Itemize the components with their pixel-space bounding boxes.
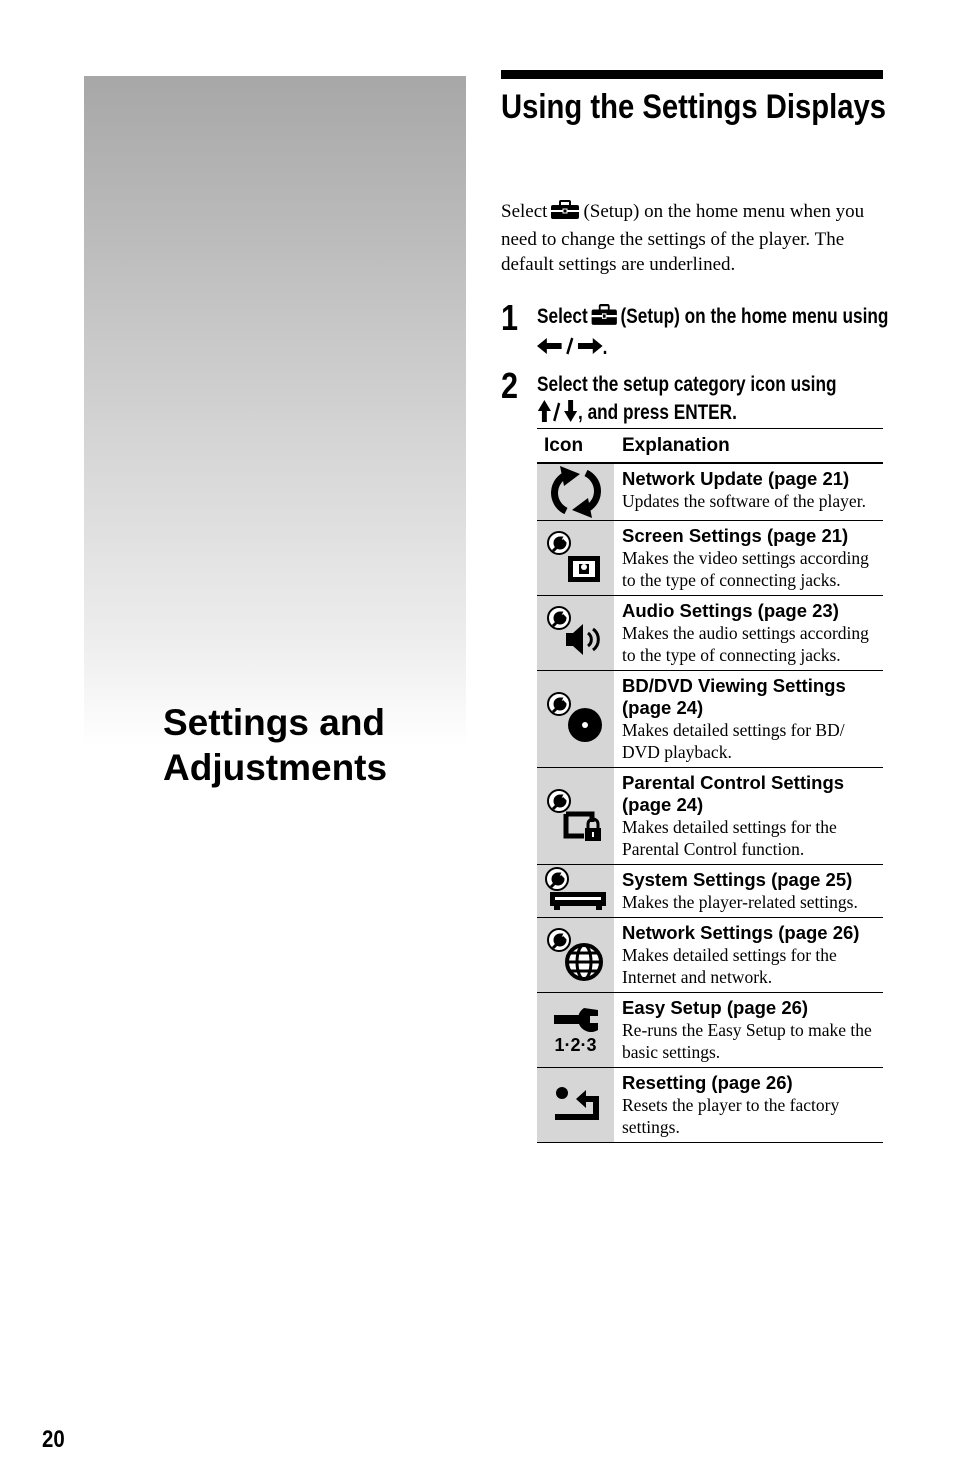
- section-title: Settings and Adjustments: [163, 702, 388, 788]
- row-explanation: [614, 671, 883, 767]
- row-description: Makes the player-related settings.: [622, 892, 858, 912]
- easy-setup-icon: [537, 993, 614, 1067]
- column-header-icon: Icon: [544, 434, 584, 456]
- row-description: Re-runs the Easy Setup to make the basic settings.: [622, 1020, 872, 1062]
- network-update-icon: [537, 464, 614, 520]
- step-1-before: Select: [537, 305, 588, 328]
- toolbox-icon: [550, 200, 580, 227]
- page-title: [501, 86, 887, 128]
- row-description: Makes detailed settings for BD/ DVD playback.: [622, 720, 845, 762]
- up-down-arrows-icon: [537, 400, 578, 430]
- row-description: Makes detailed settings for the Internet and network.: [622, 945, 837, 987]
- row-title: BD/DVD Viewing Settings (page 24): [622, 675, 846, 718]
- resetting-icon: [537, 1068, 614, 1142]
- step-1-mid: (Setup) on the home menu using: [620, 305, 889, 328]
- column-header-explanation: Explanation: [622, 434, 730, 456]
- row-description: Updates the software of the player.: [622, 491, 866, 511]
- screen-settings-icon: [537, 521, 614, 595]
- row-explanation: [614, 865, 883, 917]
- intro-before: Select: [501, 201, 548, 222]
- table-row: [537, 671, 883, 768]
- row-description: Makes detailed settings for the Parental Control function.: [622, 817, 837, 859]
- bd-dvd-settings-icon: [537, 671, 614, 767]
- toolbox-icon: [590, 304, 618, 334]
- row-explanation: [614, 464, 883, 520]
- step-number: 2: [501, 365, 519, 406]
- row-title: System Settings (page 25): [622, 869, 853, 890]
- table-row: [537, 918, 883, 993]
- row-title: Audio Settings (page 23): [622, 600, 839, 621]
- row-description: Resets the player to the factory settings.: [622, 1095, 840, 1137]
- step-2-end: , and press ENTER.: [578, 401, 737, 424]
- page-number: 20: [42, 1426, 65, 1453]
- step-text: [537, 303, 890, 363]
- audio-settings-icon: [537, 596, 614, 670]
- row-explanation: [614, 918, 883, 992]
- section-banner: [84, 76, 466, 746]
- step-number: 1: [501, 297, 519, 338]
- table-row: [537, 521, 883, 596]
- row-explanation: [614, 1068, 883, 1142]
- row-explanation: [614, 768, 883, 864]
- table-row: [537, 596, 883, 671]
- table-row: [537, 464, 883, 521]
- parental-control-icon: [537, 768, 614, 864]
- row-description: Makes the video settings according to the type of connecting jacks.: [622, 548, 869, 590]
- intro-paragraph: [501, 199, 886, 277]
- title-rule: [501, 70, 883, 79]
- row-title: Resetting (page 26): [622, 1072, 793, 1093]
- row-title: Network Settings (page 26): [622, 922, 860, 943]
- network-settings-icon: [537, 918, 614, 992]
- row-explanation: [614, 993, 883, 1067]
- system-settings-icon: [537, 865, 614, 917]
- intro-after: (Setup) on the home menu when you need to change the settings of the player. The default settings are underlined.: [501, 201, 865, 275]
- table-header: [537, 428, 883, 464]
- row-explanation: [614, 596, 883, 670]
- row-explanation: [614, 521, 883, 595]
- page-title-text: Using the Settings Displays: [501, 88, 887, 126]
- step-2-before: Select the setup category icon using: [537, 373, 837, 396]
- table-row: [537, 993, 883, 1068]
- step-1-end: .: [602, 336, 608, 359]
- row-description: Makes the audio settings according to the type of connecting jacks.: [622, 623, 869, 665]
- left-right-arrows-icon: [537, 335, 603, 363]
- settings-table: [537, 428, 883, 1143]
- table-row: [537, 865, 883, 918]
- row-title: Parental Control Settings (page 24): [622, 772, 845, 815]
- row-title: Screen Settings (page 21): [622, 525, 849, 546]
- row-title: Network Update (page 21): [622, 468, 850, 489]
- row-title: Easy Setup (page 26): [622, 997, 809, 1018]
- easy-setup-icon-label: 1·2·3: [554, 1035, 597, 1055]
- step-text: [537, 371, 890, 430]
- table-row: [537, 768, 883, 865]
- table-row: [537, 1068, 883, 1143]
